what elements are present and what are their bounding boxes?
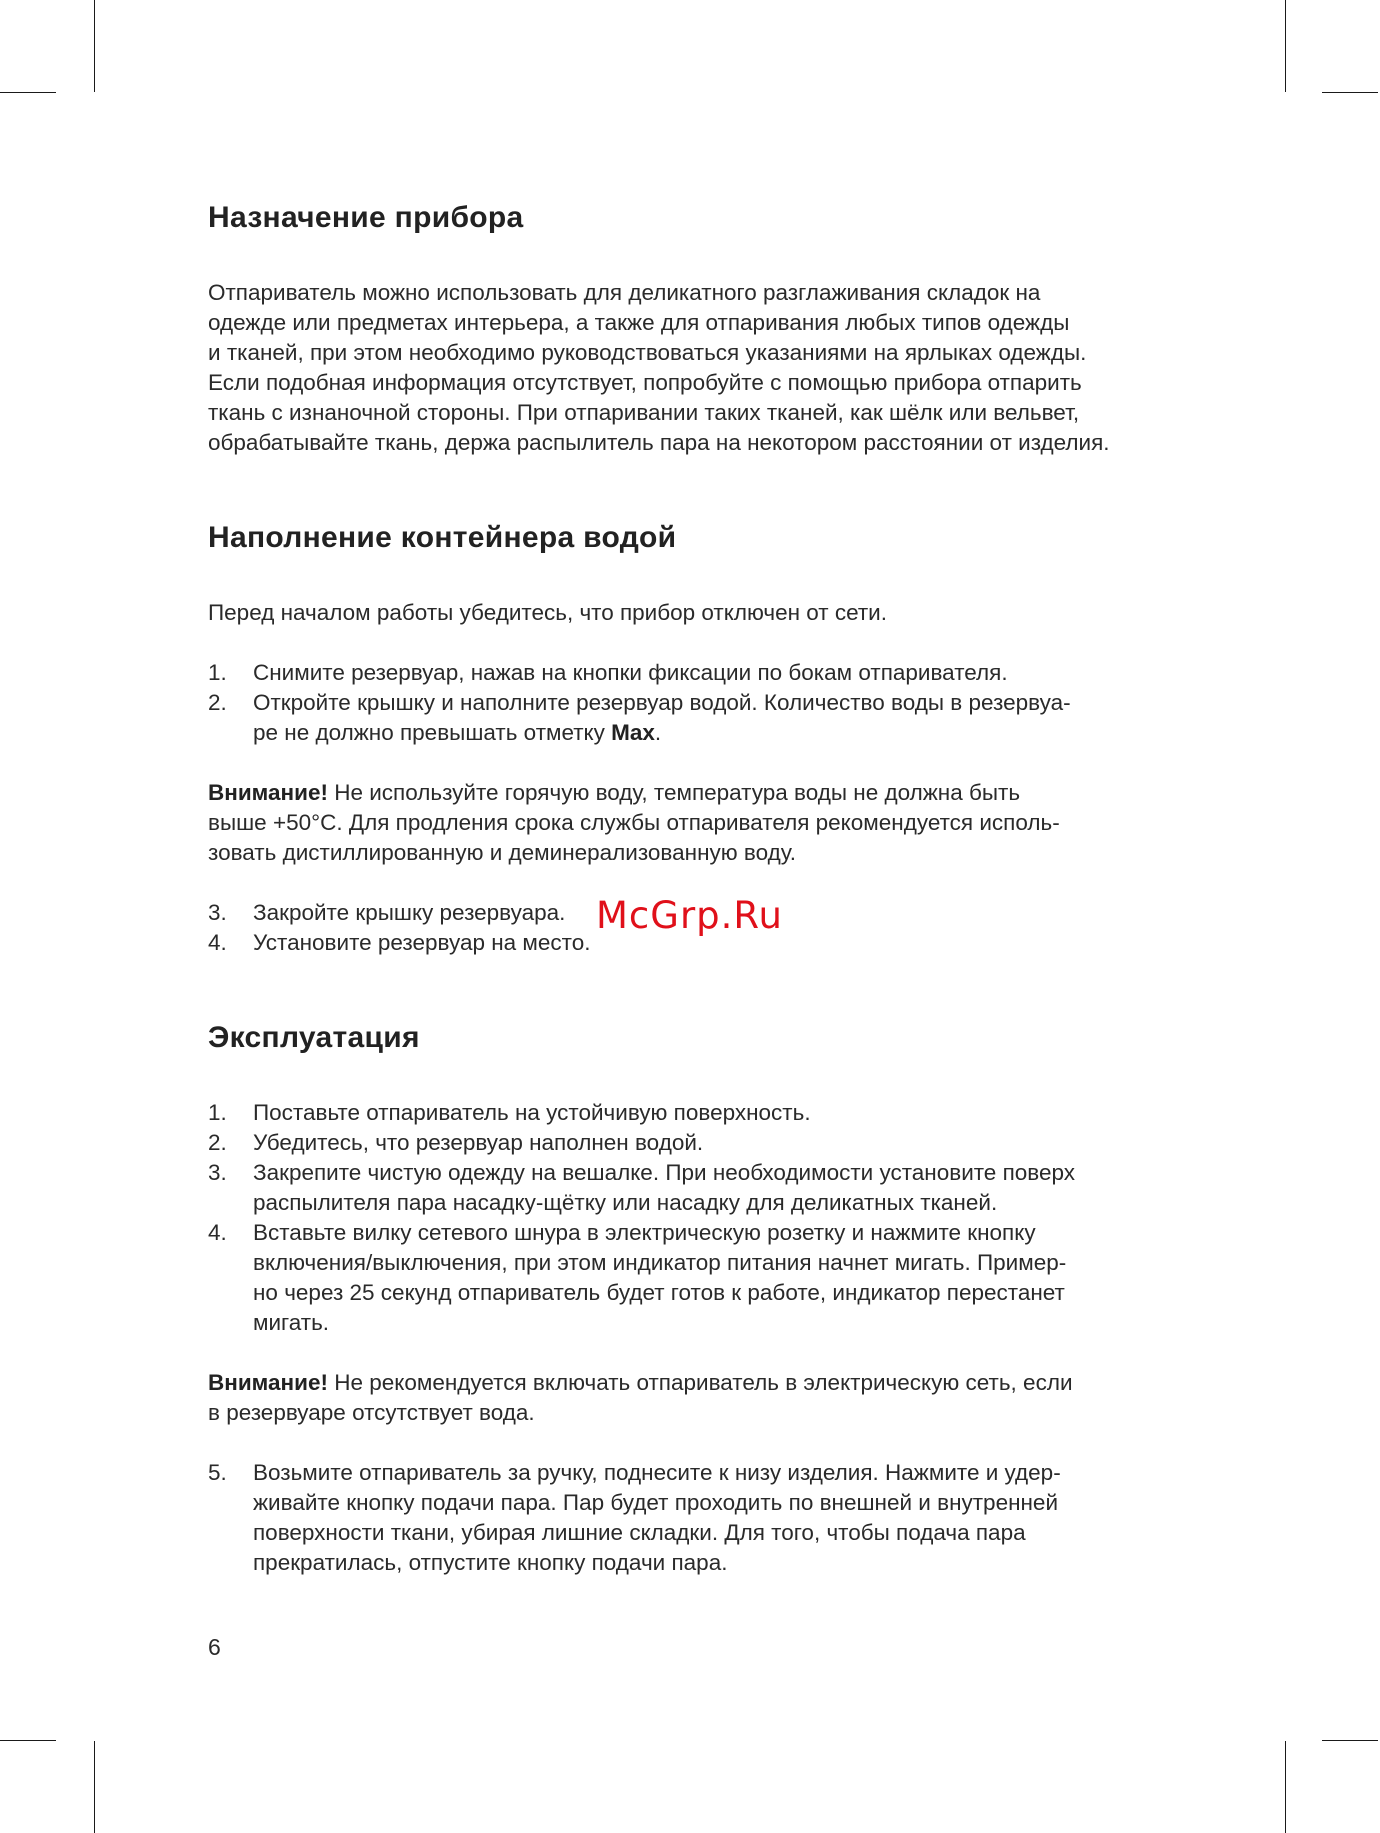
steps-list — [208, 658, 1214, 748]
section-fill-water — [208, 518, 1214, 958]
text-line: живайте кнопку подачи пара. Пар будет проходить по внешней и внутренней — [253, 1490, 1059, 1515]
crop-mark — [0, 1740, 56, 1741]
watermark: McGrp.Ru — [596, 894, 783, 937]
paragraph — [208, 278, 1214, 458]
text-line: Снимите резервуар, нажав на кнопки фиксации по бокам отпаривателя. — [253, 660, 1008, 685]
crop-mark — [1285, 1741, 1286, 1833]
text-line: и тканей, при этом необходимо руководствоваться указаниями на ярлыках одежды. — [208, 340, 1087, 365]
text-line: зовать дистиллированную и деминерализованную воду. — [208, 840, 796, 865]
text-line: Установите резервуар на место. — [253, 930, 591, 955]
steps-list — [208, 1098, 1214, 1338]
warning-paragraph — [208, 1368, 1214, 1428]
list-item — [208, 1098, 1214, 1128]
page-content — [208, 198, 1214, 1578]
list-number: 5. — [208, 1460, 227, 1485]
list-item — [208, 1458, 1214, 1578]
list-item — [208, 688, 1214, 748]
list-item — [208, 658, 1214, 688]
crop-mark — [1322, 1740, 1378, 1741]
text-line: прекратилась, отпустите кнопку подачи пара. — [253, 1550, 728, 1575]
crop-mark — [1322, 92, 1378, 93]
warning-label: Внимание! — [208, 780, 328, 805]
list-number: 3. — [208, 1160, 227, 1185]
crop-mark — [94, 1741, 95, 1833]
text-line: Вставьте вилку сетевого шнура в электрическую розетку и нажмите кнопку — [253, 1220, 1036, 1245]
list-item — [208, 1218, 1214, 1338]
text-line: Не используйте горячую воду, температура воды не должна быть — [327, 780, 1021, 805]
crop-mark — [0, 92, 56, 93]
warning-label: Внимание! — [208, 1370, 328, 1395]
list-item — [208, 1128, 1214, 1158]
text-line: Не рекомендуется включать отпариватель в электрическую сеть, если — [327, 1370, 1073, 1395]
text-line: мигать. — [253, 1310, 330, 1335]
section-title: Наполнение контейнера водой — [208, 521, 677, 554]
list-number: 4. — [208, 1220, 227, 1245]
text-line: Поставьте отпариватель на устойчивую поверхность. — [253, 1100, 811, 1125]
steps-list — [208, 1458, 1214, 1578]
text-line: обрабатывайте ткань, держа распылитель пара на некотором расстоянии от изделия. — [208, 430, 1110, 455]
intro-text: Перед началом работы убедитесь, что прибор отключен от сети. — [208, 600, 887, 625]
crop-mark — [1285, 0, 1286, 92]
section-title: Назначение прибора — [208, 201, 524, 234]
text-line: включения/выключения, при этом индикатор питания начнет мигать. Пример- — [253, 1250, 1067, 1275]
crop-mark — [94, 0, 95, 92]
text-line: Закрепите чистую одежду на вешалке. При необходимости установите поверх — [253, 1160, 1075, 1185]
text-line: поверхности ткани, убирая лишние складки. Для того, чтобы подача пара — [253, 1520, 1026, 1545]
section-title: Эксплуатация — [208, 1021, 420, 1054]
text-line: . — [654, 720, 662, 745]
list-number: 2. — [208, 690, 227, 715]
list-number: 4. — [208, 930, 227, 955]
list-number: 3. — [208, 900, 227, 925]
text-line: распылителя пара насадку-щётку или насадку для деликатных тканей. — [253, 1190, 998, 1215]
section-operation — [208, 1018, 1214, 1578]
text-line: Закройте крышку резервуара. — [253, 900, 566, 925]
text-line: ре не должно превышать отметку — [253, 720, 612, 745]
list-number: 1. — [208, 1100, 227, 1125]
text-line: Откройте крышку и наполните резервуар водой. Количество воды в резервуа- — [253, 690, 1071, 715]
list-number: 1. — [208, 660, 227, 685]
list-number: 2. — [208, 1130, 227, 1155]
text-line: но через 25 секунд отпариватель будет готов к работе, индикатор перестанет — [253, 1280, 1065, 1305]
page-number: 6 — [208, 1634, 221, 1660]
max-mark: Max — [611, 720, 655, 745]
text-line: Отпариватель можно использовать для деликатного разглаживания складок на — [208, 280, 1041, 305]
text-line: Убедитесь, что резервуар наполнен водой. — [253, 1130, 704, 1155]
text-line: одежде или предметах интерьера, а также для отпаривания любых типов одежды — [208, 310, 1070, 335]
text-line: Если подобная информация отсутствует, попробуйте с помощью прибора отпарить — [208, 370, 1082, 395]
list-item — [208, 1158, 1214, 1218]
warning-paragraph — [208, 778, 1214, 868]
text-line: ткань с изнаночной стороны. При отпаривании таких тканей, как шёлк или вельвет, — [208, 400, 1080, 425]
text-line: Возьмите отпариватель за ручку, поднесите к низу изделия. Нажмите и удер- — [253, 1460, 1061, 1485]
text-line: выше +50°С. Для продления срока службы отпаривателя рекомендуется исполь- — [208, 810, 1060, 835]
text-line: в резервуаре отсутствует вода. — [208, 1400, 535, 1425]
section-purpose — [208, 198, 1214, 458]
